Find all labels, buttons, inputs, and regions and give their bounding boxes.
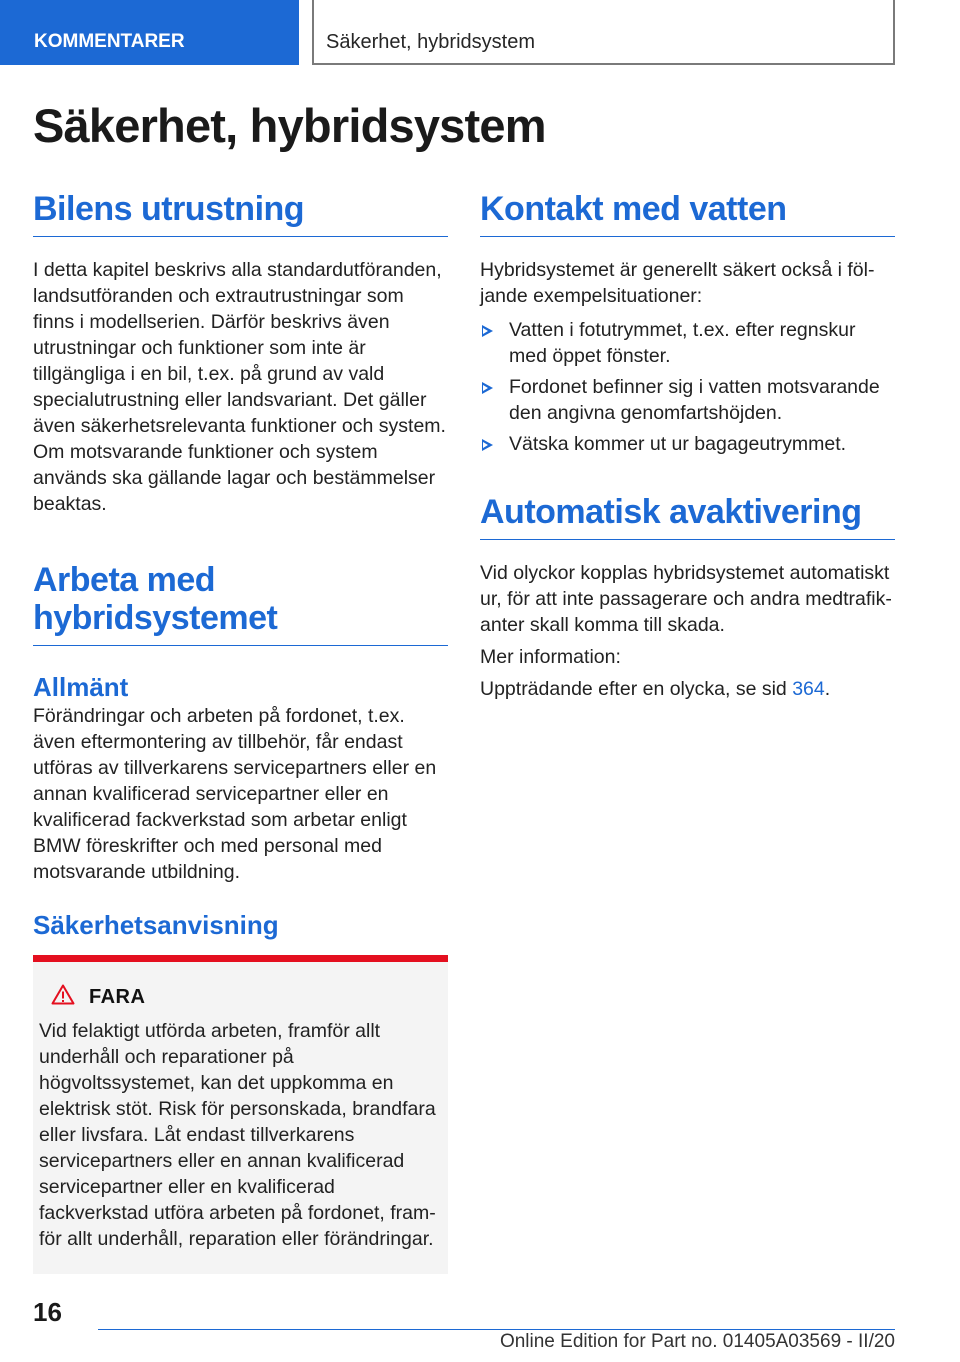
header-chapter-title: Säkerhet, hybridsystem <box>312 0 895 65</box>
deactivation-heading: Automatisk avaktivering <box>480 493 895 540</box>
warning-header <box>39 984 440 1010</box>
page-title: Säkerhet, hybridsystem <box>33 99 546 152</box>
page-link[interactable]: 364 <box>792 678 825 700</box>
footer-edition: Online Edition for Part no. 01405A03569 - II/20 <box>499 1331 895 1352</box>
safety-heading: Säkerhetsanvisning <box>33 910 279 940</box>
equipment-heading: Bilens utrustning <box>33 190 448 237</box>
general-text: Förändringar och arbeten på fordonet, t.ex. även eftermontering av tillbehör, får endast utföras av tillverkarens servicepartners eller en annan kvalificerad servicepartner eller en kvalificerad fackverkstad som arbetar enligt BMW föreskrifter och med personal med motsvarande utbildning. <box>33 705 437 883</box>
water-list <box>480 317 895 457</box>
bullet-triangle-icon <box>482 325 493 337</box>
header-section-label: KOMMENTARER <box>0 0 299 65</box>
bullet-triangle-icon <box>482 382 493 394</box>
water-heading: Kontakt med vatten <box>480 190 895 237</box>
warning-triangle-icon <box>51 984 75 1010</box>
list-item: Vätska kommer ut ur bagageutrymmet. <box>480 431 895 457</box>
list-item: Fordonet befinner sig i vatten motsvarande den angivna genomfartshöjden. <box>480 374 895 426</box>
deactivation-text: Vid olyckor kopplas hybridsystemet automatiskt ur, för att inte passagerare och andra medtrafikanter skall komma till skada. <box>480 562 892 636</box>
more-info-label: Mer information: <box>480 646 621 668</box>
page-number: 16 <box>33 1297 62 1327</box>
warning-label: FARA <box>89 985 146 1008</box>
right-column <box>480 190 895 702</box>
equipment-text: I detta kapitel beskrivs alla standardutföranden, landsutföranden och extrautrustningar som finns i modellserien. Därför beskrivs även utrustningar och funktioner som inte är tillgängliga i en bil, t.ex. på grund av vald specialutrustning eller landsvariant. Det gäller även säkerhetsrelevanta funktioner och system. Om motsvarande funktioner och system används ska gällande lagar och bestämmelser beaktas. <box>33 259 446 515</box>
list-item: Vatten i fotutrymmet, t.ex. efter regnskur med öppet fönster. <box>480 317 895 369</box>
bullet-triangle-icon <box>482 439 493 451</box>
warning-box <box>33 955 448 1274</box>
water-intro: Hybridsystemet är generellt säkert också i följande exempelsituationer: <box>480 259 875 307</box>
page-reference: Uppträdande efter en olycka, se sid 364. <box>480 678 831 700</box>
warning-text: Vid felaktigt utförda arbeten, framför allt underhåll och reparationer på högvoltssystemet, kan det uppkomma en elektrisk stöt. Risk för personskada, brandfara eller livsfara. Låt endast tillverkarens servicepartners eller en annan kvalificerad servicepartner eller en kvalificerad fackverkstad utföra arbeten på fordonet, framför allt underhåll, reparation eller förändringar. <box>39 1020 436 1250</box>
work-heading: Arbeta med hybridsystemet <box>33 561 448 646</box>
general-heading: Allmänt <box>33 672 129 702</box>
left-column <box>33 190 448 1274</box>
